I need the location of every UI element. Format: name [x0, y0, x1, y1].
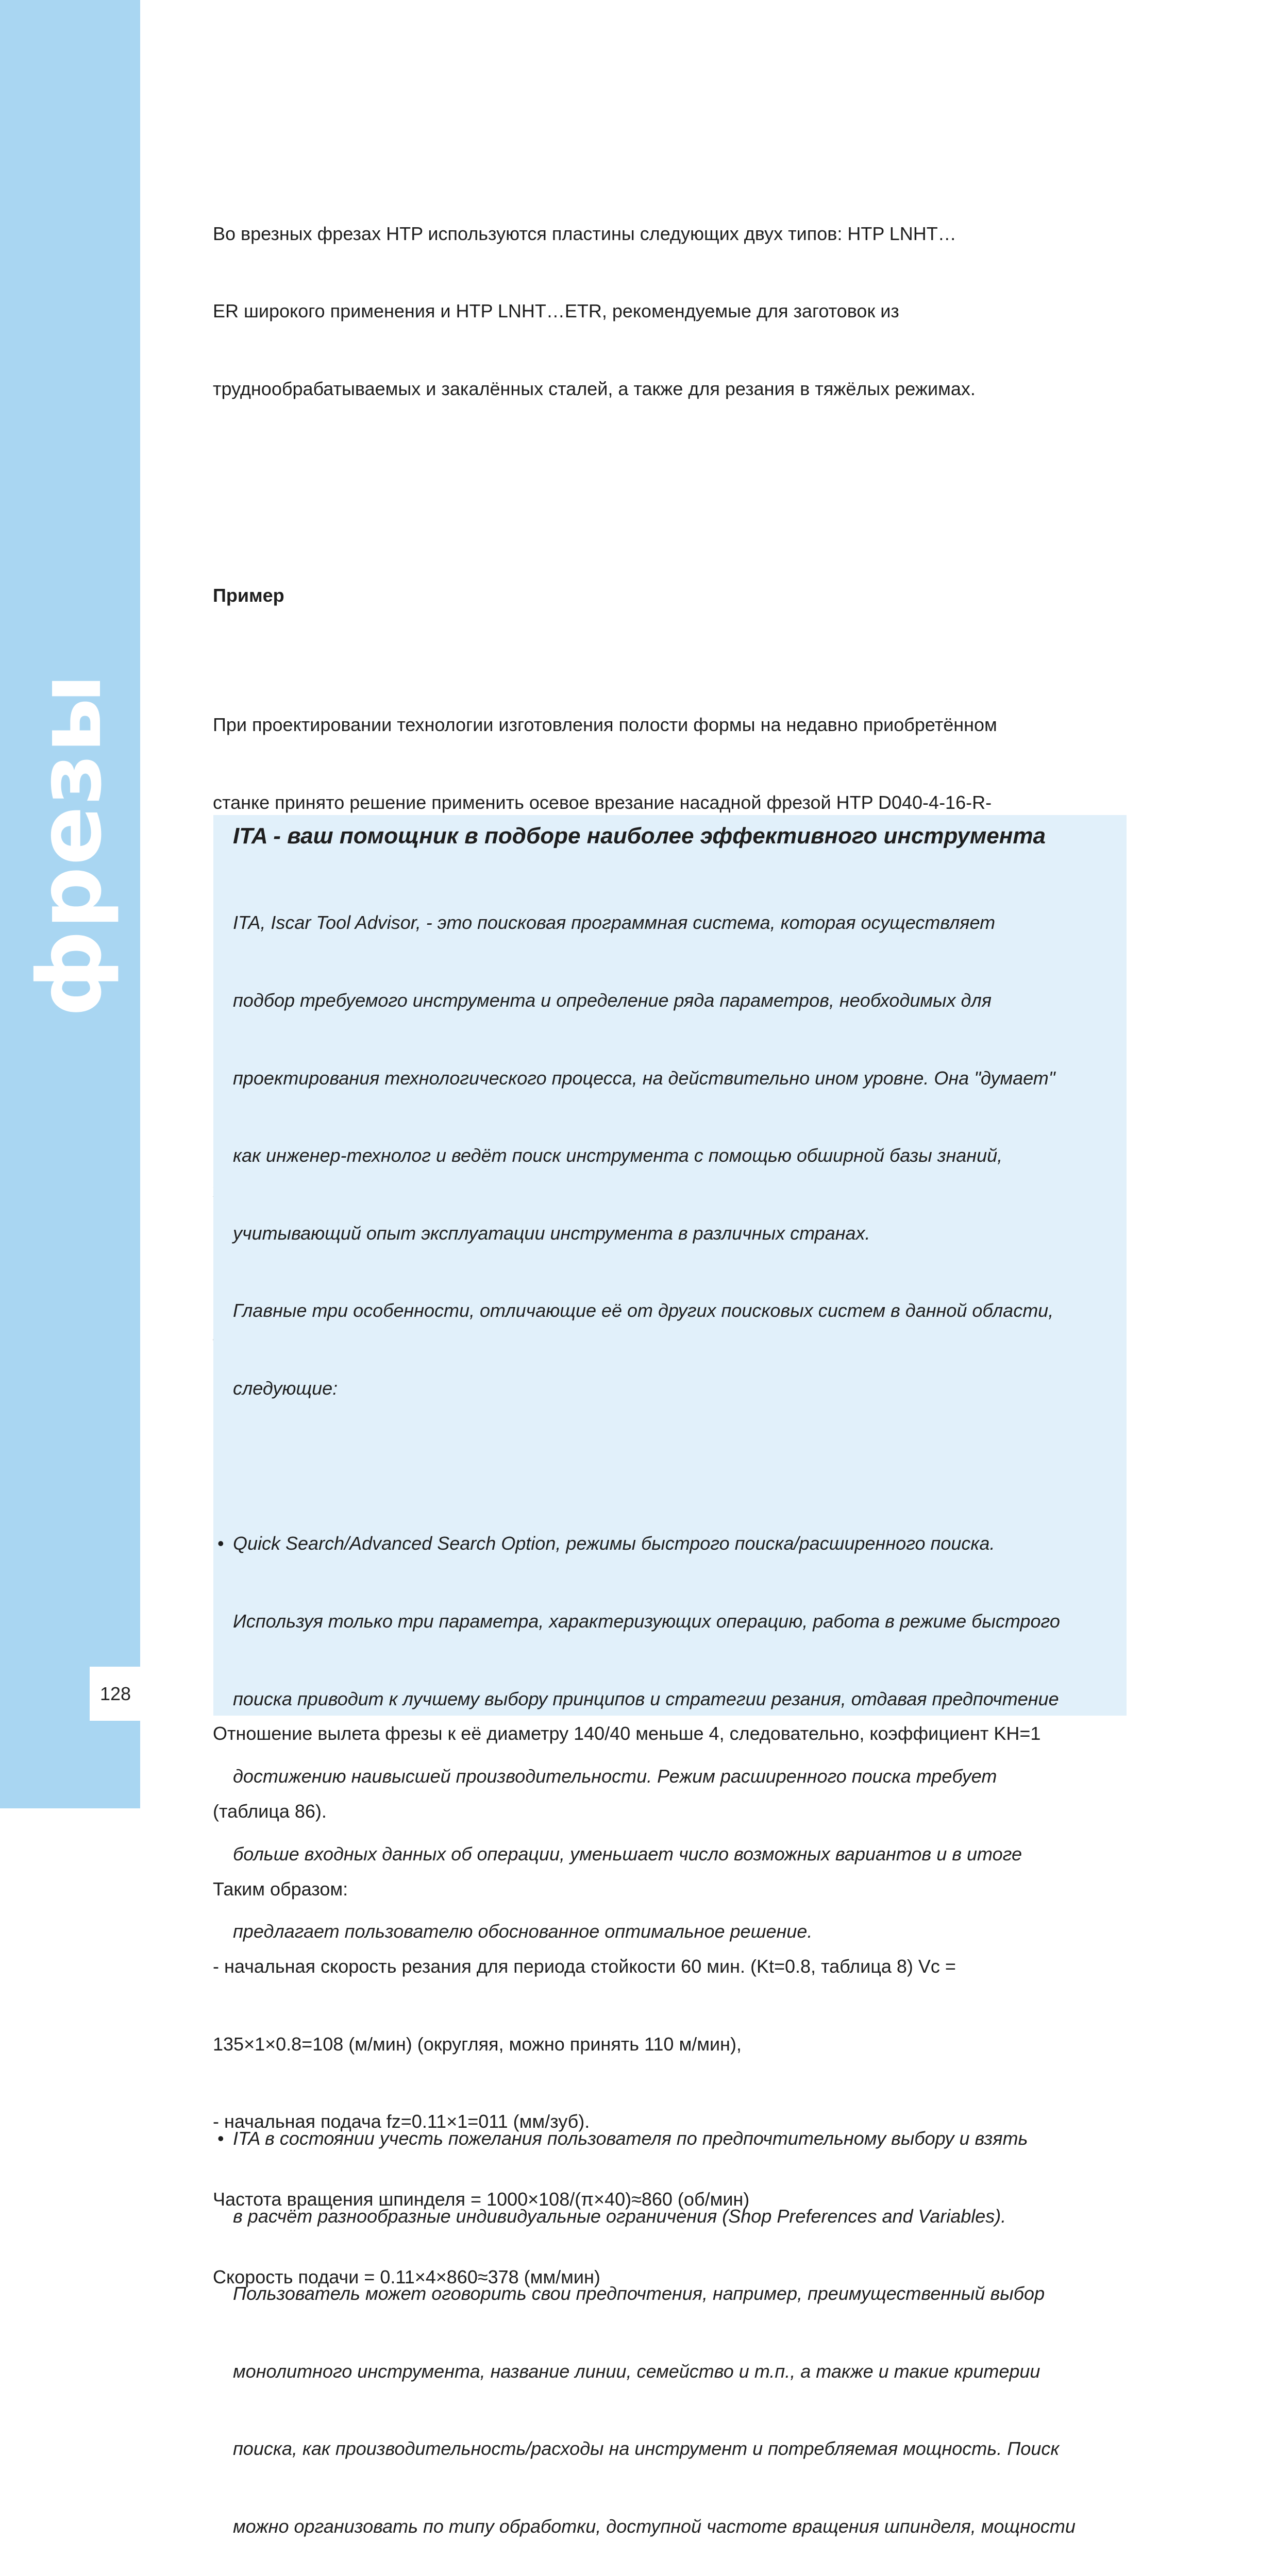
sidebar: [0, 0, 140, 1808]
text-line: Используя только три параметра, характеризующих операцию, работа в режиме быстрого: [233, 1610, 1060, 1632]
text-line: подбор требуемого инструмента и определение ряда параметров, необходимых для: [233, 990, 992, 1011]
example-heading: Пример: [213, 585, 284, 606]
bullet-item-quick-search: [217, 1479, 1119, 1996]
text-line: предлагает пользователю обоснованное оптимальное решение.: [233, 1921, 813, 1942]
section-title: фрезы: [19, 672, 121, 1018]
text-line: ITA, Iscar Tool Advisor, - это поисковая программная система, которая осуществляет: [233, 912, 996, 934]
text-line: труднообрабатываемых и закалённых сталей, а также для резания в тяжёлых режимах.: [213, 378, 976, 400]
text-line: монолитного инструмента, название линии, семейство и т.п., а также и такие критерии: [233, 2360, 1040, 2382]
text-line: Частота вращения шпинделя = 1000×108/(π×40)≈860 (об/мин): [213, 2189, 750, 2210]
text-line: Таким образом:: [213, 1878, 348, 1900]
text-line: учитывающий опыт эксплуатации инструмента в различных странах.: [233, 1222, 870, 1244]
text-line: больше входных данных об операции, уменьшает число возможных вариантов и в итоге: [233, 1843, 1022, 1865]
text-line: Скорость подачи = 0.11×4×860≈378 (мм/мин): [213, 2266, 600, 2287]
text-line: Quick Search/Advanced Search Option, режимы быстрого поиска/расширенного поиска.: [233, 1533, 995, 1554]
intro-paragraph: [213, 169, 1182, 453]
ita-title: ITA - ваш помощник в подборе наиболее эффективного инструмента: [233, 823, 1046, 849]
text-line: как инженер-технолог и ведёт поиск инструмента с помощью обширной базы знаний,: [233, 1145, 1003, 1166]
text-line: поиска, как производительность/расходы на инструмент и потребляемая мощность. Поиск: [233, 2438, 1060, 2460]
text-line: (таблица 86).: [213, 1801, 327, 1822]
bullet-icon: •: [217, 2127, 224, 2149]
ita-body: [217, 858, 1119, 2576]
text-line: При проектировании технологии изготовления полости формы на недавно приобретённом: [213, 714, 997, 736]
text-line: Главные три особенности, отличающие её от других поисковых систем в данной области,: [233, 1300, 1054, 1321]
text-line: Во врезных фрезах HTP используются пластины следующих двух типов: HTP LNHT…: [213, 223, 956, 244]
text-line: - начальная подача fz=0.11×1=011 (мм/зуб).: [213, 2111, 590, 2132]
text-line: следующие:: [233, 1378, 338, 1399]
text-line: станке принято решение применить осевое врезание насадной фрезой HTP D040-4-16-R-: [213, 792, 992, 814]
text-line: поиска приводит к лучшему выбору принципов и стратегии резания, отдавая предпочтение: [233, 1688, 1059, 1709]
text-line: ER широкого применения и HTP LNHT…ETR, рекомендуемые для заготовок из: [213, 300, 899, 322]
text-line: Пользователь может оговорить свои предпочтения, например, преимущественный выбор: [233, 2283, 1045, 2304]
text-line: в расчёт разнообразные индивидуальные ограничения (Shop Preferences and Variables).: [233, 2205, 1006, 2227]
text-line: можно организовать по типу обработки, доступной частоте вращения шпинделя, мощности: [233, 2516, 1076, 2537]
text-line: ITA в состоянии учесть пожелания пользователя по предпочтительному выбору и взять: [233, 2127, 1028, 2149]
text-line: достижению наивысшей производительности. Режим расширенного поиска требует: [233, 1766, 997, 1787]
text-line: Отношение вылета фрезы к её диаметру 140/40 меньше 4, следовательно, коэффициент KH=1: [213, 1723, 1041, 1744]
bullet-icon: •: [217, 1533, 224, 1554]
bullet-item-preferences: [217, 2074, 1119, 2576]
text-line: - начальная скорость резания для периода стойкости 60 мин. (Kt=0.8, таблица 8) Vc =: [213, 1956, 956, 1977]
text-line: 135×1×0.8=108 (м/мин) (округляя, можно принять 110 м/мин),: [213, 2033, 742, 2055]
page-number: 128: [90, 1667, 141, 1721]
text-line: проектирования технологического процесса, на действительно ином уровне. Она "думает": [233, 1067, 1055, 1089]
